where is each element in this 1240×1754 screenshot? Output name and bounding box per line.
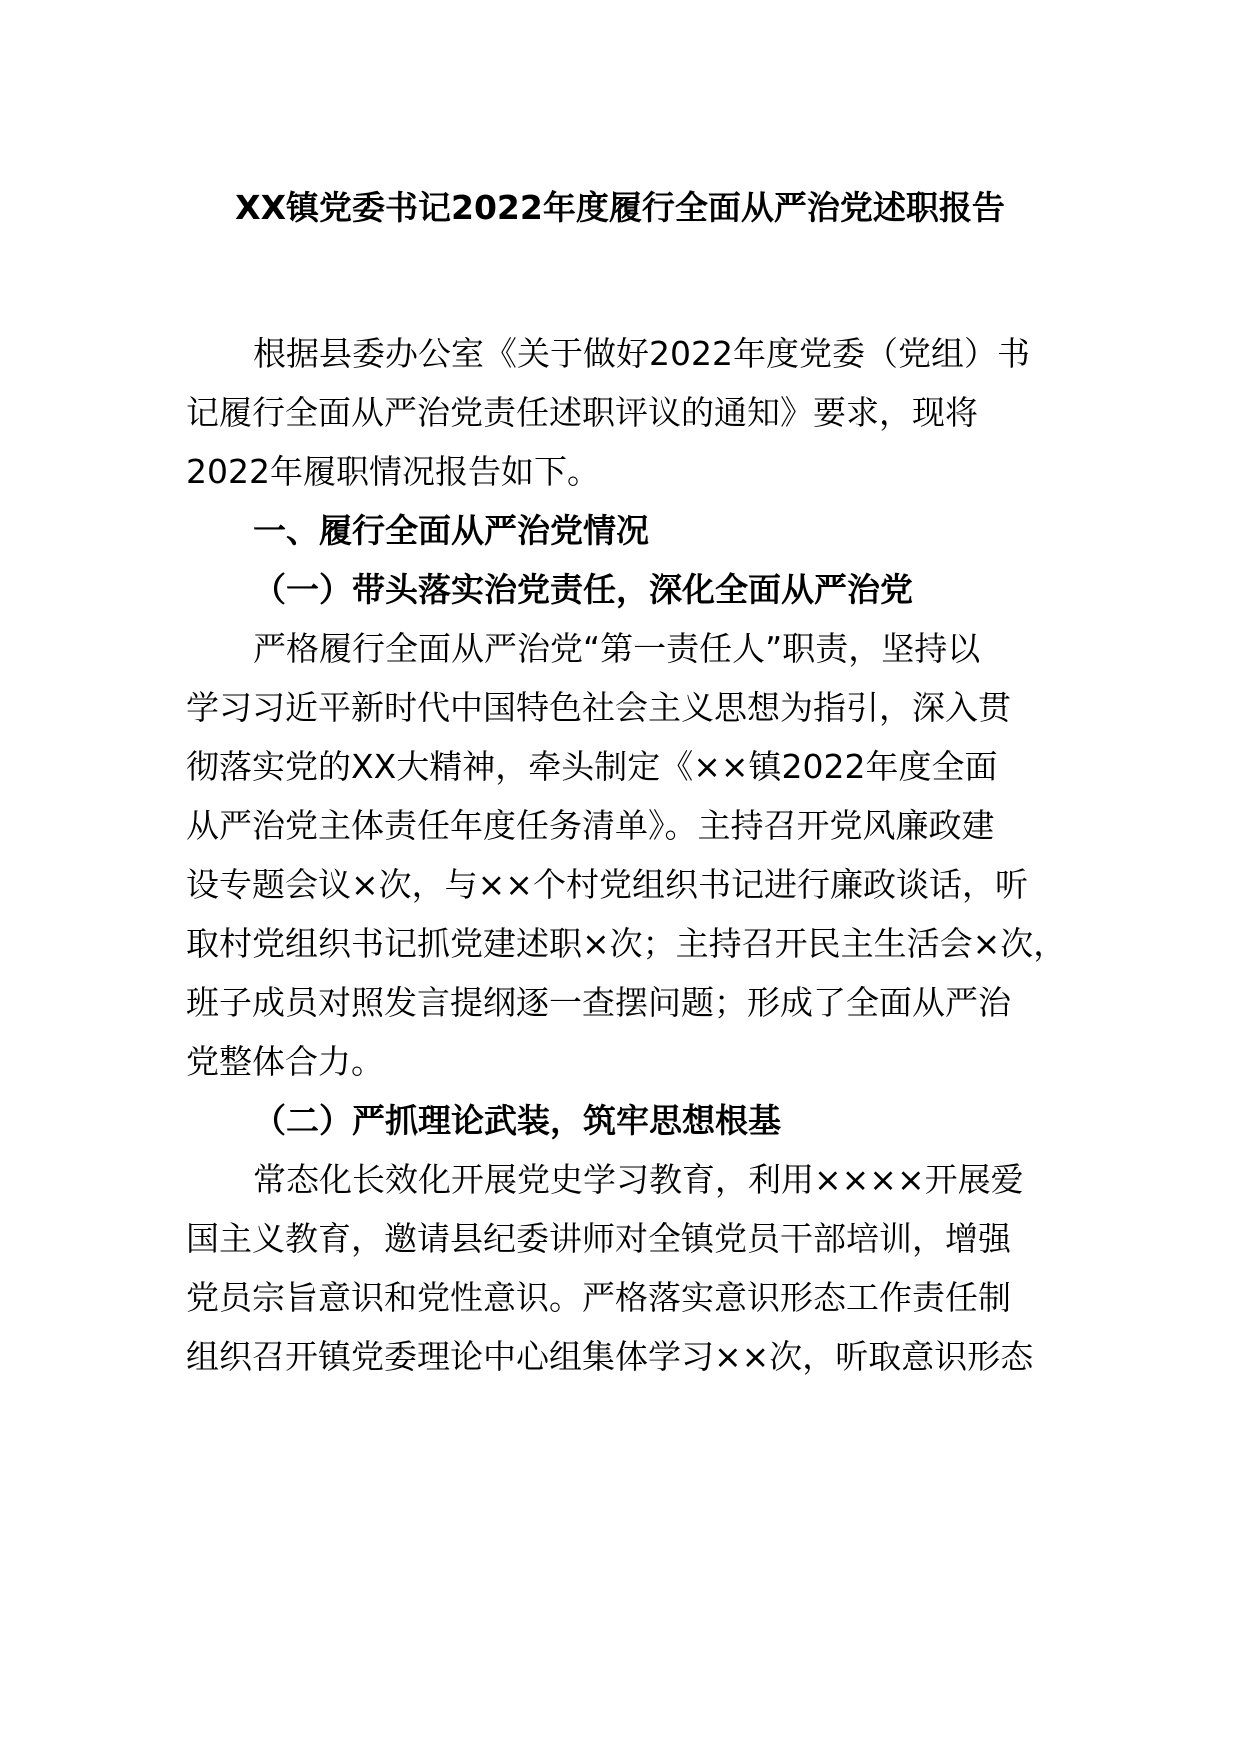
paragraph-line: 国主义教育，邀请县纪委讲师对全镇党员干部培训，增强 (186, 1219, 1011, 1258)
paragraph-line: 党员宗旨意识和党性意识。严格落实意识形态工作责任制 (186, 1278, 1011, 1317)
paragraph-line: 彻落实党的XX大精神，牵头制定《××镇2022年度全面 (186, 747, 998, 786)
subsection-heading: （一）带头落实治党责任，深化全面从严治党 (253, 570, 913, 609)
paragraph-line: 严格履行全面从严治党“第一责任人”职责，坚持以 (253, 629, 981, 668)
paragraph-line: 记履行全面从严治党责任述职评议的通知》要求，现将 (186, 393, 978, 432)
paragraph-line: 设专题会议×次，与××个村党组织书记进行廉政谈话，听 (186, 865, 1028, 904)
section-heading: 一、履行全面从严治党情况 (253, 511, 649, 550)
paragraph-line: 根据县委办公室《关于做好2022年度党委（党组）书 (253, 334, 1030, 373)
paragraph-line: 学习习近平新时代中国特色社会主义思想为指引，深入贯 (186, 688, 1011, 727)
paragraph-line: 组织召开镇党委理论中心组集体学习××次，听取意识形态 (186, 1337, 1034, 1376)
document-title: XX镇党委书记2022年度履行全面从严治党述职报告 (235, 188, 1005, 227)
paragraph-line: 从严治党主体责任年度任务清单》。主持召开党风廉政建 (186, 806, 995, 845)
subsection-heading: （二）严抓理论武装，筑牢思想根基 (253, 1101, 781, 1140)
paragraph-line: 取村党组织书记抓党建述职×次；主持召开民主生活会×次， (186, 924, 1067, 963)
paragraph-line: 常态化长效化开展党史学习教育，利用××××开展爱 (253, 1160, 1024, 1199)
paragraph-line: 党整体合力。 (186, 1042, 384, 1081)
paragraph-line: 班子成员对照发言提纲逐一查摆问题；形成了全面从严治 (186, 983, 1011, 1022)
paragraph-line: 2022年履职情况报告如下。 (186, 452, 600, 491)
